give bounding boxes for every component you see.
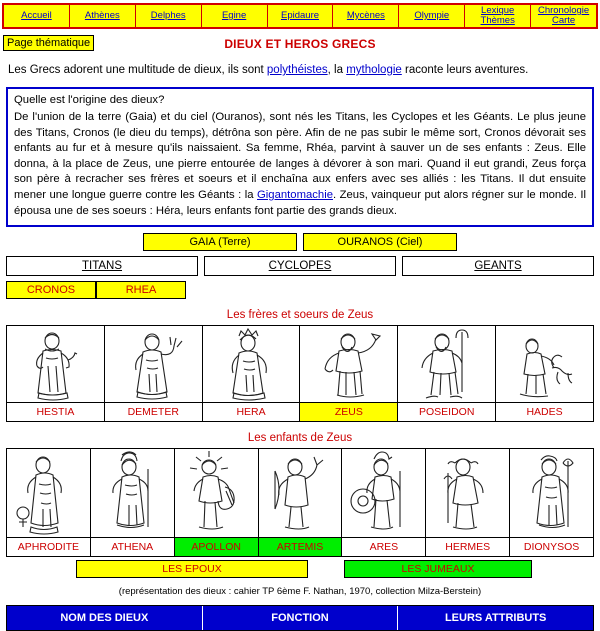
figure-cell-athena — [91, 449, 175, 556]
page — [0, 3, 600, 625]
figure-cell-aphrodite — [7, 449, 91, 556]
link-gigantomachie[interactable]: Gigantomachie — [257, 188, 333, 201]
link-mythologie[interactable]: mythologie — [346, 64, 402, 76]
origin-body-after: . Zeus, vainqueur put alors régner sur le monde. Il épousa une de ses soeurs : Héra, leurs enfants font partie des grands dieux. — [14, 188, 587, 217]
nav-label-secondary: Carte — [551, 15, 576, 26]
nav-label: Delphes — [150, 10, 186, 22]
figure-image-hera — [203, 326, 300, 402]
figure-cell-poseidon — [398, 326, 496, 421]
figure-label-hades: HADES — [496, 402, 593, 421]
intro-paragraph — [8, 63, 592, 79]
nav-label: Athènes — [84, 10, 120, 22]
figure-label-poseidon: POSEIDON — [398, 402, 495, 421]
cell-titans-label: TITANS — [81, 260, 123, 273]
nav-item-mycenes[interactable] — [333, 5, 399, 27]
bar-les-epoux: LES EPOUX — [76, 560, 308, 578]
nav-item-delphes[interactable] — [136, 5, 202, 27]
figure-cell-hades — [496, 326, 593, 421]
nav-item-epidaure[interactable] — [268, 5, 334, 27]
nav-label: Egine — [221, 10, 247, 22]
nav-label: Accueil — [21, 10, 52, 22]
figure-cell-apollon — [175, 449, 259, 556]
figure-cell-demeter — [105, 326, 203, 421]
intro-text-1: Les Grecs adorent une multitude de dieux, ils sont — [8, 64, 267, 76]
figure-label-hestia: HESTIA — [7, 402, 104, 421]
nav-item-athenes[interactable] — [70, 5, 136, 27]
figure-image-hestia — [7, 326, 104, 402]
figure-image-aphrodite — [7, 449, 90, 537]
figure-label-athena: ATHENA — [91, 537, 174, 556]
nav-item-chronologie-carte[interactable] — [531, 5, 596, 27]
cell-rhea: RHEA — [96, 281, 186, 299]
figure-label-artemis: ARTEMIS — [259, 537, 342, 556]
intro-text-3: raconte leurs aventures. — [401, 64, 529, 76]
credit-line: (représentation des dieux : cahier TP 6ème F. Nathan, 1970, collection Milza-Berstein) — [118, 586, 482, 598]
column-header-fonction: FONCTION — [203, 606, 399, 630]
nav-label: Mycènes — [346, 10, 385, 22]
cell-cronos: CRONOS — [6, 281, 96, 299]
cell-cyclopes — [204, 256, 396, 276]
figure-label-aphrodite: APHRODITE — [7, 537, 90, 556]
figure-label-hermes: HERMES — [426, 537, 509, 556]
figure-label-zeus: ZEUS — [300, 402, 397, 421]
figure-cell-hera — [203, 326, 301, 421]
nav-item-lexique-themes[interactable] — [465, 5, 531, 27]
attributes-table-header — [6, 605, 594, 631]
cell-geants-label: GEANTS — [474, 260, 522, 273]
figure-cell-artemis — [259, 449, 343, 556]
column-header-leurs-attributs: LEURS ATTRIBUTS — [444, 612, 547, 625]
link-polytheistes[interactable]: polythéistes — [266, 64, 328, 76]
figure-label-hera: HERA — [203, 402, 300, 421]
figure-image-artemis — [259, 449, 342, 537]
figure-image-apollon — [175, 449, 258, 537]
children-caption: Les enfants de Zeus — [247, 432, 353, 445]
figure-image-hermes — [426, 449, 509, 537]
nav-label: Olympie — [414, 10, 450, 22]
top-navigation[interactable] — [2, 3, 598, 29]
nav-item-olympie[interactable] — [399, 5, 465, 27]
primordial-parents-row — [0, 233, 600, 251]
nav-label: Lexique — [481, 5, 515, 17]
cell-ouranos: OURANOS (Ciel) — [303, 233, 457, 251]
cell-gaia: GAIA (Terre) — [143, 233, 297, 251]
origin-question: Quelle est l'origine des dieux? — [14, 93, 165, 106]
nav-label: Epidaure — [280, 10, 320, 22]
title-row — [0, 33, 600, 55]
children-table — [6, 448, 594, 557]
cell-geants — [402, 256, 594, 276]
bar-les-jumeaux: LES JUMEAUX — [344, 560, 532, 578]
siblings-table — [6, 325, 594, 422]
page-title: DIEUX ET HEROS GRECS — [224, 37, 376, 51]
figure-label-dionysos: DIONYSOS — [510, 537, 593, 556]
figure-image-dionysos — [510, 449, 593, 537]
figure-cell-ares — [342, 449, 426, 556]
relationship-bars — [6, 560, 594, 578]
figure-label-ares: ARES — [342, 537, 425, 556]
figure-image-zeus — [300, 326, 397, 402]
origin-text-box — [6, 87, 594, 228]
nav-label: Chronologie — [537, 5, 590, 17]
figure-image-poseidon — [398, 326, 495, 402]
nav-item-egine[interactable] — [202, 5, 268, 27]
figure-label-apollon: APOLLON — [175, 537, 258, 556]
cell-cyclopes-label: CYCLOPES — [268, 260, 332, 273]
figure-cell-hestia — [7, 326, 105, 421]
nav-label-secondary: Thèmes — [480, 15, 515, 26]
offspring-row — [6, 256, 594, 276]
figure-image-athena — [91, 449, 174, 537]
figure-image-hades — [496, 326, 593, 402]
figure-cell-zeus — [300, 326, 398, 421]
figure-cell-hermes — [426, 449, 510, 556]
figure-cell-dionysos — [510, 449, 593, 556]
origin-body-before: De l'union de la terre (Gaia) et du ciel (Ouranos), sont nés les Titans, les Cyclopes et les Géants. Le plus jeune des Titans, Cronos (le dieu du temps), détrôna son père. Afin de ne pas subir le même sort, Cronos dévorait ses enfants au fur et à mesure qu'ils naissaient. Sa femme, Rhéa, parvint à sauver un de ses enfants : Zeus. Elle donna, à la place de Zeus, une pierre entourée de langes à dévorer à son mari. Quand il eut grandi, Zeus força son père à recracher ses frères et soeurs et il enchaîna aux enfers avec ses alliés : les Titans. Il dut ensuite mener une longue guerre contre les Géants : la — [14, 111, 586, 201]
figure-image-demeter — [105, 326, 202, 402]
cronos-rhea-row — [6, 281, 186, 299]
intro-text-2: , la — [327, 64, 347, 76]
cell-titans — [6, 256, 198, 276]
nav-item-accueil[interactable] — [4, 5, 70, 27]
page-tag: Page thématique — [3, 35, 94, 51]
figure-label-demeter: DEMETER — [105, 402, 202, 421]
column-header-nom-des-dieux: NOM DES DIEUX — [7, 606, 203, 630]
siblings-caption: Les frères et soeurs de Zeus — [226, 309, 374, 322]
figure-image-ares — [342, 449, 425, 537]
